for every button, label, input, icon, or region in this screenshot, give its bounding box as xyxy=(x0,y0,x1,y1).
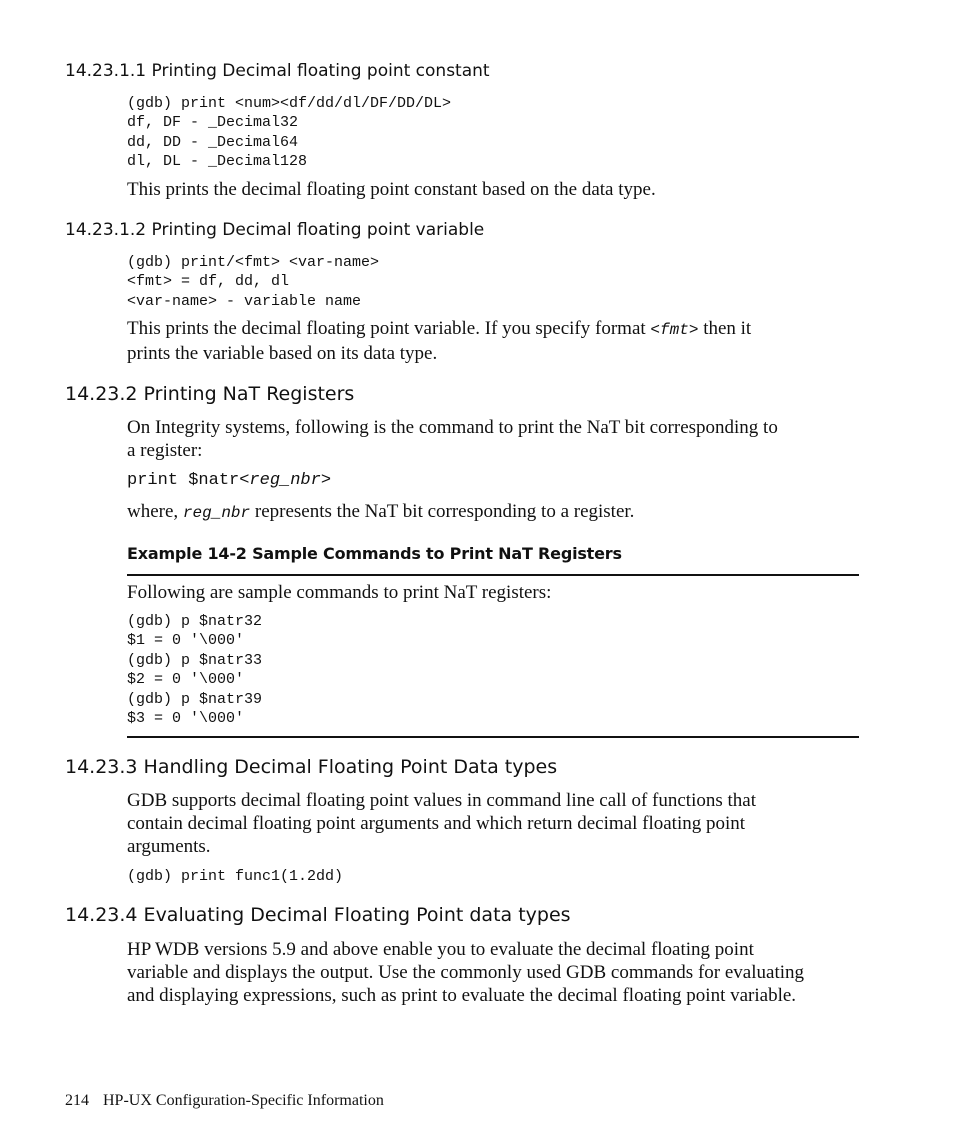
code-line: <fmt> = df, dd, dl xyxy=(127,273,290,291)
code-block-constant xyxy=(127,94,451,172)
code-line: (gdb) p $natr33 xyxy=(127,651,263,669)
section-heading-14-23-3: 14.23.3 Handling Decimal Floating Point Data types xyxy=(65,756,558,778)
section-heading-14-23-1-2: 14.23.1.2 Printing Decimal floating point variable xyxy=(65,220,485,240)
code-line: $3 = 0 '\000' xyxy=(127,710,245,728)
text-run: This prints the decimal floating point variable. If you specify format xyxy=(127,318,651,339)
paragraph-line: and displaying expressions, such as print to evaluate the decimal floating point variable. xyxy=(127,985,797,1006)
code-line: $2 = 0 '\000' xyxy=(127,671,245,689)
nat-command xyxy=(127,471,331,490)
text-run: where, xyxy=(127,501,183,522)
paragraph-line: arguments. xyxy=(127,836,211,857)
paragraph-nat-where xyxy=(127,500,862,525)
paragraph-line: prints the variable based on its data type. xyxy=(127,343,438,364)
example-code-block xyxy=(127,612,262,728)
paragraph-line: GDB supports decimal floating point values in command line call of functions that xyxy=(127,790,756,811)
page-number: 214 xyxy=(65,1092,89,1109)
reg-nbr-placeholder: reg_nbr xyxy=(182,504,251,522)
example-title: Example 14-2 Sample Commands to Print NaT Registers xyxy=(127,544,622,563)
paragraph-line: contain decimal floating point arguments and which return decimal floating point xyxy=(127,813,746,834)
page-footer xyxy=(65,1092,384,1110)
paragraph-variable xyxy=(127,317,862,365)
code-line: (gdb) print/<fmt> <var-name> xyxy=(127,254,380,271)
chapter-title: HP-UX Configuration-Specific Information xyxy=(103,1092,384,1109)
fmt-placeholder: <fmt> xyxy=(650,321,699,339)
paragraph-line xyxy=(127,317,862,342)
paragraph-handling xyxy=(127,789,862,858)
code-line: (gdb) print <num><df/dd/dl/DF/DD/DL> xyxy=(127,95,452,112)
code-line: $1 = 0 '\000' xyxy=(127,632,245,650)
code-line: (gdb) p $natr39 xyxy=(127,690,263,708)
text-run: then it xyxy=(698,318,752,339)
code-line: dl, DL - _Decimal128 xyxy=(127,153,308,171)
code-line: <var-name> - variable name xyxy=(127,292,362,310)
command-text: print $natr< xyxy=(127,471,250,490)
section-heading-14-23-2: 14.23.2 Printing NaT Registers xyxy=(65,383,355,405)
command-argument: reg_nbr xyxy=(249,471,321,490)
section-heading-14-23-1-1: 14.23.1.1 Printing Decimal floating point constant xyxy=(65,61,490,81)
example-intro: Following are sample commands to print NaT registers: xyxy=(127,582,552,603)
code-block-func: (gdb) print func1(1.2dd) xyxy=(127,868,344,885)
paragraph-evaluating xyxy=(127,938,862,1007)
paragraph-line: On Integrity systems, following is the command to print the NaT bit corresponding to xyxy=(127,417,778,438)
text-run: represents the NaT bit corresponding to a register. xyxy=(250,501,635,522)
example-top-rule xyxy=(127,574,859,576)
code-line: (gdb) p $natr32 xyxy=(127,613,263,630)
paragraph-line: variable and displays the output. Use the commonly used GDB commands for evaluating xyxy=(127,962,804,983)
example-bottom-rule xyxy=(127,736,859,738)
code-line: df, DF - _Decimal32 xyxy=(127,114,299,132)
command-text: > xyxy=(320,471,332,490)
paragraph-constant: This prints the decimal floating point constant based on the data type. xyxy=(127,179,656,200)
paragraph-line: a register: xyxy=(127,440,203,461)
paragraph-nat-intro xyxy=(127,416,862,462)
paragraph-line: HP WDB versions 5.9 and above enable you to evaluate the decimal floating point xyxy=(127,939,754,960)
code-line: dd, DD - _Decimal64 xyxy=(127,133,299,151)
code-block-variable xyxy=(127,253,379,311)
section-heading-14-23-4: 14.23.4 Evaluating Decimal Floating Point data types xyxy=(65,904,571,926)
